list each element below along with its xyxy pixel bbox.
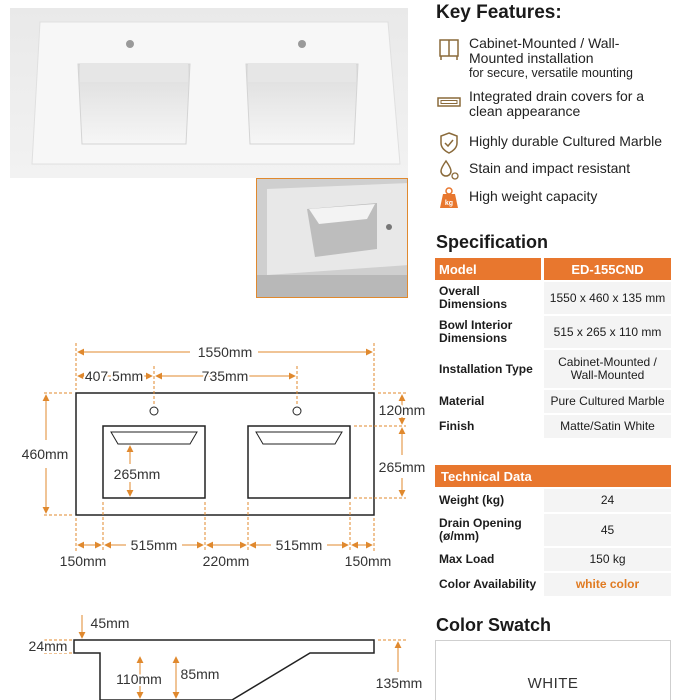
bowl-outline <box>248 426 350 498</box>
dim-side-right: 150mm <box>344 553 392 569</box>
faucet-hole <box>293 407 301 415</box>
dim-faucet-offset: 407.5mm <box>84 368 144 384</box>
key-features-title: Key Features: <box>436 2 562 23</box>
tech-key: Color Availability <box>435 573 544 596</box>
table-row <box>435 282 671 314</box>
table-row <box>435 316 671 348</box>
color-swatch <box>435 640 671 700</box>
top-view-outline <box>76 393 374 515</box>
dim-side-left: 150mm <box>59 553 107 569</box>
spec-key: Bowl Interior Dimensions <box>435 316 544 348</box>
feature-item <box>436 185 597 211</box>
spec-value: 515 x 265 x 110 mm <box>544 316 671 348</box>
dim-center-gap: 220mm <box>202 553 250 569</box>
dim-overall-width: 1550mm <box>197 344 253 360</box>
bowl-outline <box>103 426 205 498</box>
table-row <box>435 489 671 512</box>
spec-key: Overall Dimensions <box>435 282 544 314</box>
spec-header-value: ED-155CND <box>544 258 671 280</box>
specification-title: Specification <box>436 232 549 252</box>
dim-bowl-width-right: 515mm <box>275 537 323 553</box>
table-row <box>435 548 671 571</box>
dim-bowl-depth-inner: 265mm <box>113 466 161 482</box>
feature-item <box>436 130 662 156</box>
feature-text: Integrated drain covers for a clean appearance <box>469 88 645 119</box>
dim-faucet-spacing: 735mm <box>201 368 249 384</box>
tech-value: 24 <box>544 489 671 512</box>
product-photo-detail <box>256 178 408 298</box>
table-header-row <box>435 258 671 280</box>
spec-value: Cabinet-Mounted / Wall-Mounted <box>544 350 671 388</box>
feature-item <box>436 89 664 119</box>
spec-key: Finish <box>435 415 544 438</box>
dim-front-to-hole: 120mm <box>378 402 426 418</box>
spec-header-key: Model <box>435 258 544 280</box>
spec-value: Pure Cultured Marble <box>544 390 671 413</box>
dim-total-height: 135mm <box>375 675 423 691</box>
technical-data-table <box>435 463 671 598</box>
table-row <box>435 390 671 413</box>
spec-key: Installation Type <box>435 350 544 388</box>
spec-value: Matte/Satin White <box>544 415 671 438</box>
table-row <box>435 350 671 388</box>
svg-text:kg: kg <box>444 200 454 207</box>
bowl-drain-cover <box>256 432 342 444</box>
spec-key: Material <box>435 390 544 413</box>
tech-value: 150 kg <box>544 548 671 571</box>
drain-cover-icon <box>436 89 462 115</box>
product-photo-main <box>10 8 408 178</box>
side-view-outline <box>74 640 374 700</box>
swatch-label: WHITE <box>527 675 579 692</box>
shield-check-icon <box>436 130 462 156</box>
bowl-drain-cover <box>111 432 197 444</box>
faucet-hole <box>150 407 158 415</box>
feature-text: High weight capacity <box>469 188 598 204</box>
specification-table <box>435 256 671 440</box>
dim-bowl-depth-right: 265mm <box>378 459 426 475</box>
dim-inner-depth: 85mm <box>180 666 220 682</box>
stain-drop-icon <box>436 157 462 183</box>
feature-subtext: for secure, versatile mounting <box>469 66 633 80</box>
tech-key: Drain Opening (ø/mm) <box>435 514 544 546</box>
technical-data-header: Technical Data <box>435 465 671 487</box>
table-row <box>435 415 671 438</box>
technical-drawing <box>0 330 430 700</box>
feature-item <box>436 157 630 183</box>
color-swatch-title: Color Swatch <box>436 615 552 635</box>
spec-value: 1550 x 460 x 135 mm <box>544 282 671 314</box>
feature-text: Stain and impact resistant <box>469 160 631 176</box>
dim-bowl-width-left: 515mm <box>130 537 178 553</box>
cabinet-icon <box>436 36 462 62</box>
table-row <box>435 573 671 596</box>
feature-text: Highly durable Cultured Marble <box>469 133 662 149</box>
tech-key: Weight (kg) <box>435 489 544 512</box>
dim-bowl-depth: 110mm <box>116 671 162 687</box>
dim-lip: 45mm <box>90 615 130 631</box>
table-row <box>435 514 671 546</box>
tech-value: 45 <box>544 514 671 546</box>
feature-item <box>436 36 669 81</box>
dim-depth: 460mm <box>21 446 69 462</box>
tech-value: white color <box>544 573 671 596</box>
dim-top-thickness: 24mm <box>28 638 68 654</box>
table-header-row <box>435 465 671 487</box>
tech-key: Max Load <box>435 548 544 571</box>
weight-kg-icon <box>436 185 462 211</box>
feature-text: Cabinet-Mounted / Wall-Mounted installation <box>469 35 620 66</box>
